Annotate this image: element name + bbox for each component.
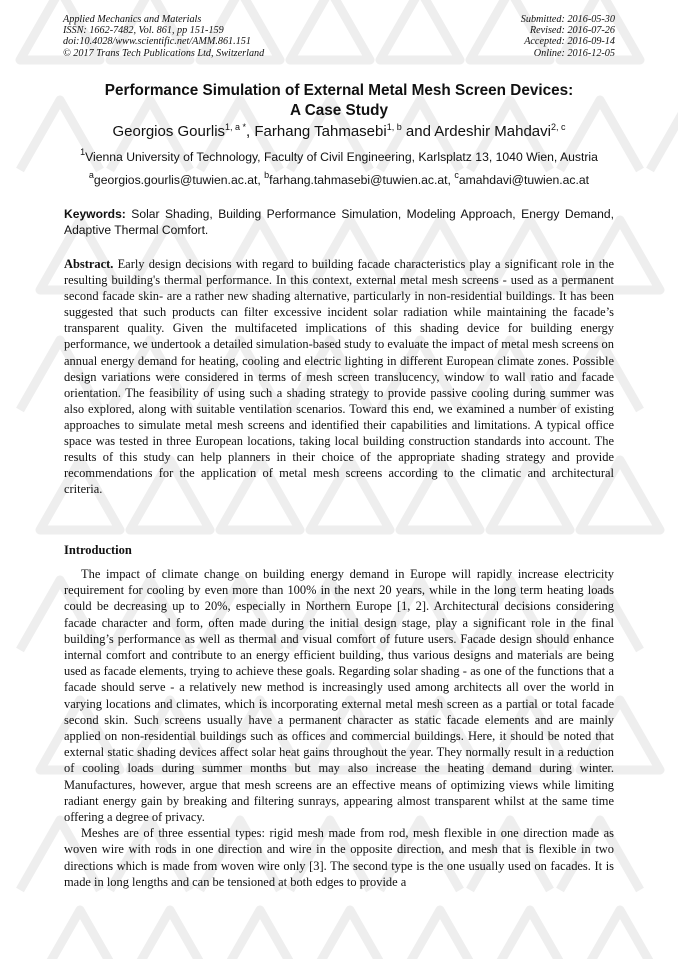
copyright-line: © 2017 Trans Tech Publications Ltd, Switzerland — [63, 47, 265, 59]
author-separator: , — [246, 123, 255, 140]
accepted-date: Accepted: 2016-09-14 — [524, 36, 615, 48]
paragraph: Meshes are of three essential types: rigid mesh made from rod, mesh flexible in one direction made as woven wire with rods in one direction and wire in the opposite direction, and mesh that is flexible in two directions which is made from woven wire only [3]. The second type is the one usually used on facades. It is made in long lengths and can be tensioned at both edges to provide a — [64, 826, 614, 889]
author-1-name: Georgios Gourlis — [112, 123, 226, 140]
author-separator-and: and — [401, 123, 435, 140]
keywords-label: Keywords: — [64, 207, 126, 221]
email-b-mark: b — [264, 170, 270, 180]
title-line-2: A Case Study — [289, 102, 389, 119]
author-2-marks: 1, b — [386, 122, 402, 132]
affiliation — [40, 149, 638, 165]
author-1-marks: 1, a * — [225, 122, 247, 132]
author-emails — [40, 172, 638, 188]
revised-date: Revised: 2016-07-26 — [529, 25, 615, 37]
paragraph: The impact of climate change on building energy demand in Europe will rapidly increase electricity requirement for cooling by even more than 100% in the next 20 years, while in the long term heating loads could be decreasing up to 20%, especially in Northern Europe [1, 2]. Architectural decisions considering facade character and form, often made during the initial design stage, play a significant role in the final building’s performance as well as thermal and visual comfort of future users. Facade design should enhance internal comfort and contribute to an energy efficient building, thus various designs and materials are being used as facade elements, trying to achieve these goals. Regarding solar shading - as one of the functions that a facade should serve - a relatively new method is increasingly used among architects all over the world in varying locations and climates, which is incorporating external metal mesh screen as a partial or total facade second skin. Such screens usually have a permanent character as static facade elements and are mainly applied on non-residential buildings such as offices and commercial buildings. Here, it should be noted that external static shading devices affect solar heat gains throughout the year. They normally result in a reduction of cooling loads during summer months but may also increase the heating demand during winter. Manufactures, however, argue that mesh screens are an effective means of optimizing views while limiting radiant energy gain by breaking and filtering sunrays, appearing almost transparent whilst at the same time offering a degree of privacy. — [64, 567, 614, 825]
abstract-block — [64, 256, 614, 497]
email-a-mark: a — [88, 170, 94, 180]
author-list — [40, 122, 638, 142]
affiliation-mark: 1 — [80, 147, 86, 157]
keywords-block — [64, 206, 614, 238]
section-heading-introduction: Introduction — [64, 543, 132, 557]
abstract-text: Early design decisions with regard to building facade characteristics play a significant role in the resulting building's thermal performance. In this context, external metal mesh screens - used as a permanent second facade skin- are a rather new shading alternative, particularly in non-residential buildings. It has been suggested that such products can filter excessive incident solar radiation while maintaining the facade’s transparent quality. Given the multifaceted implications of this shading device for building energy performance, we undertook a detailed simulation-based study to evaluate the impact of metal mesh screens on annual energy demand for heating, cooling and electric lighting in different European climate zones. Possible design variations were considered in terms of mesh screen translucency, window to wall ratio and facade orientation. The feasibility of using such a shading strategy to provide passive cooling during summer was also explored, along with suitable ventilation scenarios. Toward this end, we examined a number of existing approaches to simulate metal mesh screens and identified their capabilities and limitations. A typical office space was tested in three European locations, taking local building construction standards into account. The results of this study can help planners in their choice of the appropriate shading strategy and provide recommendations for the application of metal mesh screens according to the climatic and architectural criteria. — [64, 257, 614, 497]
submitted-date: Submitted: 2016-05-30 — [520, 14, 615, 25]
introduction-body — [64, 566, 614, 890]
email-c: amahdavi@tuwien.ac.at — [458, 173, 590, 187]
author-3-marks: 2, c — [550, 122, 566, 132]
issn-line: ISSN: 1662-7482, Vol. 861, pp 151-159 — [63, 25, 224, 37]
journal-name: Applied Mechanics and Materials — [63, 14, 202, 25]
author-3-name: Ardeshir Mahdavi — [434, 123, 551, 140]
affiliation-text: Vienna University of Technology, Faculty of Civil Engineering, Karlsplatz 13, 1040 Wien, Austria — [85, 150, 598, 164]
journal-header-left — [63, 14, 264, 59]
email-c-mark: c — [454, 170, 459, 180]
author-2-name: Farhang Tahmasebi — [254, 123, 387, 140]
email-b: farhang.tahmasebi@tuwien.ac.at, — [269, 173, 455, 187]
doi-line: doi:10.4028/www.scientific.net/AMM.861.151 — [63, 36, 251, 48]
online-date: Online: 2016-12-05 — [533, 47, 615, 59]
email-a: georgios.gourlis@tuwien.ac.at, — [93, 173, 265, 187]
abstract-label: Abstract. — [64, 257, 114, 271]
paper-title — [40, 81, 638, 121]
keywords-text: Solar Shading, Building Performance Simulation, Modeling Approach, Energy Demand, Adaptive Thermal Comfort. — [64, 207, 614, 237]
journal-header-right — [521, 14, 615, 59]
title-line-1: Performance Simulation of External Metal Mesh Screen Devices: — [104, 82, 574, 99]
